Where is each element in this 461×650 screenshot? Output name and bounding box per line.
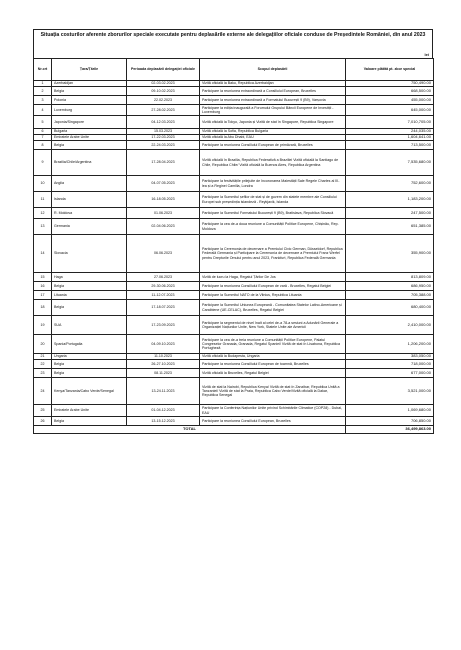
cell-perioada: 26-27.10.2023	[127, 360, 200, 369]
cell-tara: Belgia	[52, 369, 127, 378]
header-valoare: Valoare plătită pt. zbor special	[346, 59, 434, 81]
cell-perioada: 22.02.2023	[127, 96, 200, 105]
cell-scop: Vizită oficială la Baku, Republica Azerbaidjan	[200, 81, 346, 87]
cell-valoare: 677,000.00	[346, 369, 434, 378]
cell-perioada: 29-30.06.2023	[127, 282, 200, 291]
cell-tara: Luxemburg	[52, 105, 127, 116]
cell-tara: Germania	[52, 219, 127, 235]
cell-scop: Participare la festivitățile prilejuite de încoronarea Maiestății Sale Regele Charles al III-lea și a Reginei Camilla, Londra	[200, 176, 346, 192]
cell-tara: Belgia	[52, 417, 127, 426]
cell-tara: SUA	[52, 316, 127, 335]
cell-perioada: 15.03.2023	[127, 129, 200, 135]
cell-tara: Anglia	[52, 176, 127, 192]
table-row	[34, 378, 434, 405]
cell-tara: R. Moldova	[52, 208, 127, 219]
cell-tara: Azerbaidjan	[52, 81, 127, 87]
cell-valoare: 1,604,641.00	[346, 135, 434, 141]
cell-tara: Haga	[52, 273, 127, 282]
cell-perioada: 11-12.07.2023	[127, 291, 200, 300]
header-scop: Scopul deplasării	[200, 59, 346, 81]
cell-nr: 11	[34, 192, 52, 208]
cell-perioada: 13-24.11.2023	[127, 378, 200, 405]
cell-tara: Brazilia/Chile/Argentina	[52, 150, 127, 176]
cell-valoare: 706,850.00	[346, 417, 434, 426]
cell-tara: Bulgaria	[52, 129, 127, 135]
cell-scop: Vizită oficială la Abu Dhabi, EAU	[200, 135, 346, 141]
cell-nr: 22	[34, 360, 52, 369]
table-row	[34, 291, 434, 300]
table-row	[34, 235, 434, 273]
cell-nr: 19	[34, 316, 52, 335]
cell-perioada: 22-24.03.2023	[127, 141, 200, 150]
cell-valoare: 7,010,705.00	[346, 116, 434, 129]
cell-scop: Participare la Summitul șefilor de stat și de guvern din statele membre ale Consiliului Europei sub președinția islandeză - Reykjavik, Islanda	[200, 192, 346, 208]
cell-scop: Participare la Ceremonia de decernare a Premiului Civic German, Düsseldorf, Republica Federală Germania și Participare la Ceremonia de decernare a Premiului Franz Werfel pentru Drepturile Omului pentru anul 2023, Frankfurt, Republica Federală Germania	[200, 235, 346, 273]
cell-nr: 10	[34, 176, 52, 192]
cell-valoare: 752,600.00	[346, 176, 434, 192]
table-row	[34, 150, 434, 176]
cell-perioada: 08.11.2023	[127, 369, 200, 378]
cell-scop: Participare la reuniunea Consiliului European, Bruxelles	[200, 417, 346, 426]
cell-nr: 1	[34, 81, 52, 87]
cell-valoare: 651,385.00	[346, 219, 434, 235]
cell-nr: 2	[34, 87, 52, 96]
cell-perioada: 04-09.10.2023	[127, 335, 200, 354]
cell-perioada: 02-04.06.2023	[127, 219, 200, 235]
cell-tara: Emiratele Arabe Unite	[52, 135, 127, 141]
cell-perioada: 16-18.05.2023	[127, 192, 200, 208]
cell-nr: 9	[34, 150, 52, 176]
table-row	[34, 116, 434, 129]
cell-valoare: 383,050.00	[346, 354, 434, 360]
cell-scop: Vizită oficială la Budapesta, Ungaria	[200, 354, 346, 360]
total-value: 36,499,863.00	[346, 426, 434, 434]
cell-nr: 5	[34, 116, 52, 129]
table-row	[34, 176, 434, 192]
cell-tara: Belgia	[52, 87, 127, 96]
cell-perioada: 27.06.2023	[127, 273, 200, 282]
cell-nr: 17	[34, 291, 52, 300]
cell-valoare: 718,000.00	[346, 360, 434, 369]
cell-nr: 25	[34, 405, 52, 417]
cell-nr: 20	[34, 335, 52, 354]
cell-scop: Participare la Summitul NATO de la Vilnius, Republica Lituania	[200, 291, 346, 300]
table-row	[34, 192, 434, 208]
cell-nr: 18	[34, 300, 52, 316]
cell-valoare: 1,206,200.00	[346, 335, 434, 354]
cell-valoare: 3,521,000.00	[346, 378, 434, 405]
table-row	[34, 405, 434, 417]
cell-valoare: 645,000.00	[346, 105, 434, 116]
cell-scop: Participare la ediția inaugurală a Forumului Grupului Băncii Europene de Investiții - Luxemburg	[200, 105, 346, 116]
cell-scop: Participare la segmentul de nivel înalt al celei de-a 78-a sesiuni a Adunării Generale a Organizației Națiunilor Unite, New York, Statele Unite ale Americii	[200, 316, 346, 335]
table-row	[34, 141, 434, 150]
table-row	[34, 208, 434, 219]
cell-scop: Participare la Conferința Națiunilor Unite privind Schimbările Climatice (COP28) - Dubai, EAU	[200, 405, 346, 417]
cell-perioada: 13-15.12.2023	[127, 417, 200, 426]
cell-scop: Vizită oficială în Brazilia, Republica Federativă a Braziliei Vizită oficială la Santiago de Chile, Republica Chile/ Vizită oficială la Buenos Aires, Republica Argentina	[200, 150, 346, 176]
cell-scop: Participare la cea de-a treia reuniune a Comunității Politice Europene, Palatul Congreselor Granada, Granada, Regatul Spaniei/ Vizită de stat în Lisabona, Republica Portugheză	[200, 335, 346, 354]
cell-valoare: 713,500.00	[346, 141, 434, 150]
cell-nr: 16	[34, 282, 52, 291]
cell-nr: 21	[34, 354, 52, 360]
cell-scop: Vizită de stat la Nairobi, Republica Kenya/ Vizită de stat în Zanzibar, Republica Unită a Tanzaniei/ Vizită de stat la Praia, Republica Cabo Verde/Vizită oficială la Dakar, Republica Senegal	[200, 378, 346, 405]
currency-unit: lei	[33, 51, 433, 58]
cell-nr: 8	[34, 141, 52, 150]
table-row	[34, 360, 434, 369]
cell-perioada: 17-18.07.2023	[127, 300, 200, 316]
cell-valoare: 355,900.00	[346, 235, 434, 273]
cell-scop: Vizită oficială la Tokyo, Japonia și Vizită de stat în Singapore, Republica Singapore	[200, 116, 346, 129]
cell-tara: Belgia	[52, 282, 127, 291]
table-row	[34, 335, 434, 354]
cell-valoare: 247,500.00	[346, 208, 434, 219]
table-row	[34, 273, 434, 282]
cell-scop: Vizită oficială la Sofia, Republica Bulgaria	[200, 129, 346, 135]
cell-tara: Spania/Portugalia	[52, 335, 127, 354]
cell-perioada: 04-07.05.2023	[127, 176, 200, 192]
cell-perioada: 09-10.02.2023	[127, 87, 200, 96]
cell-tara: Lituania	[52, 291, 127, 300]
cell-nr: 6	[34, 129, 52, 135]
cell-scop: Participare la cea de-a doua reuniune a Comunității Politice Europene, Chișinău, Rep. Moldova	[200, 219, 346, 235]
table-body	[34, 81, 434, 426]
header-tara: Țara/Țările	[52, 59, 127, 81]
cell-valoare: 686,950.00	[346, 282, 434, 291]
cell-tara: Japonia/Singapore	[52, 116, 127, 129]
total-label: TOTAL	[34, 426, 346, 434]
cell-nr: 14	[34, 235, 52, 273]
table-row	[34, 87, 434, 96]
cell-perioada: 17-22.03.2023	[127, 135, 200, 141]
cell-nr: 24	[34, 378, 52, 405]
document-title: Situația costurilor aferente zborurilor speciale executate pentru deplasările externe ale delegațiilor oficiale conduse de Președintele României, din anul 2023	[33, 29, 433, 51]
cell-valoare: 7,535,680.00	[346, 150, 434, 176]
cell-tara: Slovacia	[52, 235, 127, 273]
cell-valoare: 1,183,200.00	[346, 192, 434, 208]
cell-valoare: 244,035.00	[346, 129, 434, 135]
cell-tara: Kenya/Tanzania/Cabo Verde/Senegal	[52, 378, 127, 405]
table-row	[34, 316, 434, 335]
cell-scop: Participare la Summitul Formatului București 9 (B9), Bratislava, Republica Slovacă	[200, 208, 346, 219]
document-sheet	[33, 29, 433, 434]
cell-perioada: 27-28.02.2023	[127, 105, 200, 116]
cell-scop: Vizită oficială la Bruxelles, Regatul Belgiei	[200, 369, 346, 378]
cell-nr: 13	[34, 219, 52, 235]
cell-nr: 26	[34, 417, 52, 426]
cell-valoare: 680,400.00	[346, 300, 434, 316]
cell-scop: Participare la reuniunea Consiliului European de primăvară, Bruxelles	[200, 141, 346, 150]
cell-perioada: 17-23.09.2023	[127, 316, 200, 335]
cell-tara: Belgia	[52, 141, 127, 150]
cell-valoare: 668,500.00	[346, 87, 434, 96]
cell-tara: Emiratele Arabe Unite	[52, 405, 127, 417]
table-row	[34, 417, 434, 426]
cell-nr: 4	[34, 105, 52, 116]
cell-nr: 15	[34, 273, 52, 282]
cell-tara: Belgia	[52, 300, 127, 316]
cell-tara: Ungaria	[52, 354, 127, 360]
cell-scop: Participare la Summitul Uniunea Europeană - Comunitatea Statelor Latino-Americane și Caraibiene (UE-CELAC), Bruxelles, Regatul Belgiei	[200, 300, 346, 316]
table-header-row	[34, 59, 434, 81]
flights-table	[33, 58, 434, 434]
table-row	[34, 105, 434, 116]
header-nr: Nr.crt	[34, 59, 52, 81]
cell-valoare: 813,809.00	[346, 273, 434, 282]
table-row	[34, 369, 434, 378]
cell-perioada: 01.06.2023	[127, 208, 200, 219]
table-row	[34, 219, 434, 235]
cell-valoare: 750,490.00	[346, 81, 434, 87]
header-perioada: Perioada deplasării delegației oficiale	[127, 59, 200, 81]
cell-scop: Participare la reuniunea extraordinară a Formatului București 9 (B9), Varșovia	[200, 96, 346, 105]
cell-scop: Participare la reuniunea Consiliului European de vară - Bruxelles, Regatul Belgiei	[200, 282, 346, 291]
cell-tara: Belgia	[52, 360, 127, 369]
cell-perioada: 04-12.03.2023	[127, 116, 200, 129]
table-row	[34, 96, 434, 105]
cell-tara: Islanda	[52, 192, 127, 208]
cell-valoare: 1,069,680.00	[346, 405, 434, 417]
table-row	[34, 282, 434, 291]
cell-scop: Participare la reuniunea Consiliului European de toamnă, Bruxelles	[200, 360, 346, 369]
cell-nr: 23	[34, 369, 52, 378]
cell-perioada: 11.10.2023	[127, 354, 200, 360]
cell-nr: 12	[34, 208, 52, 219]
cell-perioada: 01-04.12.2023	[127, 405, 200, 417]
cell-nr: 3	[34, 96, 52, 105]
cell-tara: Polonia	[52, 96, 127, 105]
cell-perioada: 17-28.04.2023	[127, 150, 200, 176]
table-row	[34, 300, 434, 316]
cell-nr: 7	[34, 135, 52, 141]
total-row	[34, 426, 434, 434]
cell-perioada: 06.06.2023	[127, 235, 200, 273]
cell-valoare: 705,388.00	[346, 291, 434, 300]
cell-scop: Vizită de lucru la Haga, Regatul Țărilor De Jos	[200, 273, 346, 282]
cell-perioada: 02-03.02.2023	[127, 81, 200, 87]
cell-valoare: 2,410,000.00	[346, 316, 434, 335]
cell-valoare: 455,000.00	[346, 96, 434, 105]
cell-scop: Participare la reuniunea extraordinară a Consiliului European, Bruxelles	[200, 87, 346, 96]
